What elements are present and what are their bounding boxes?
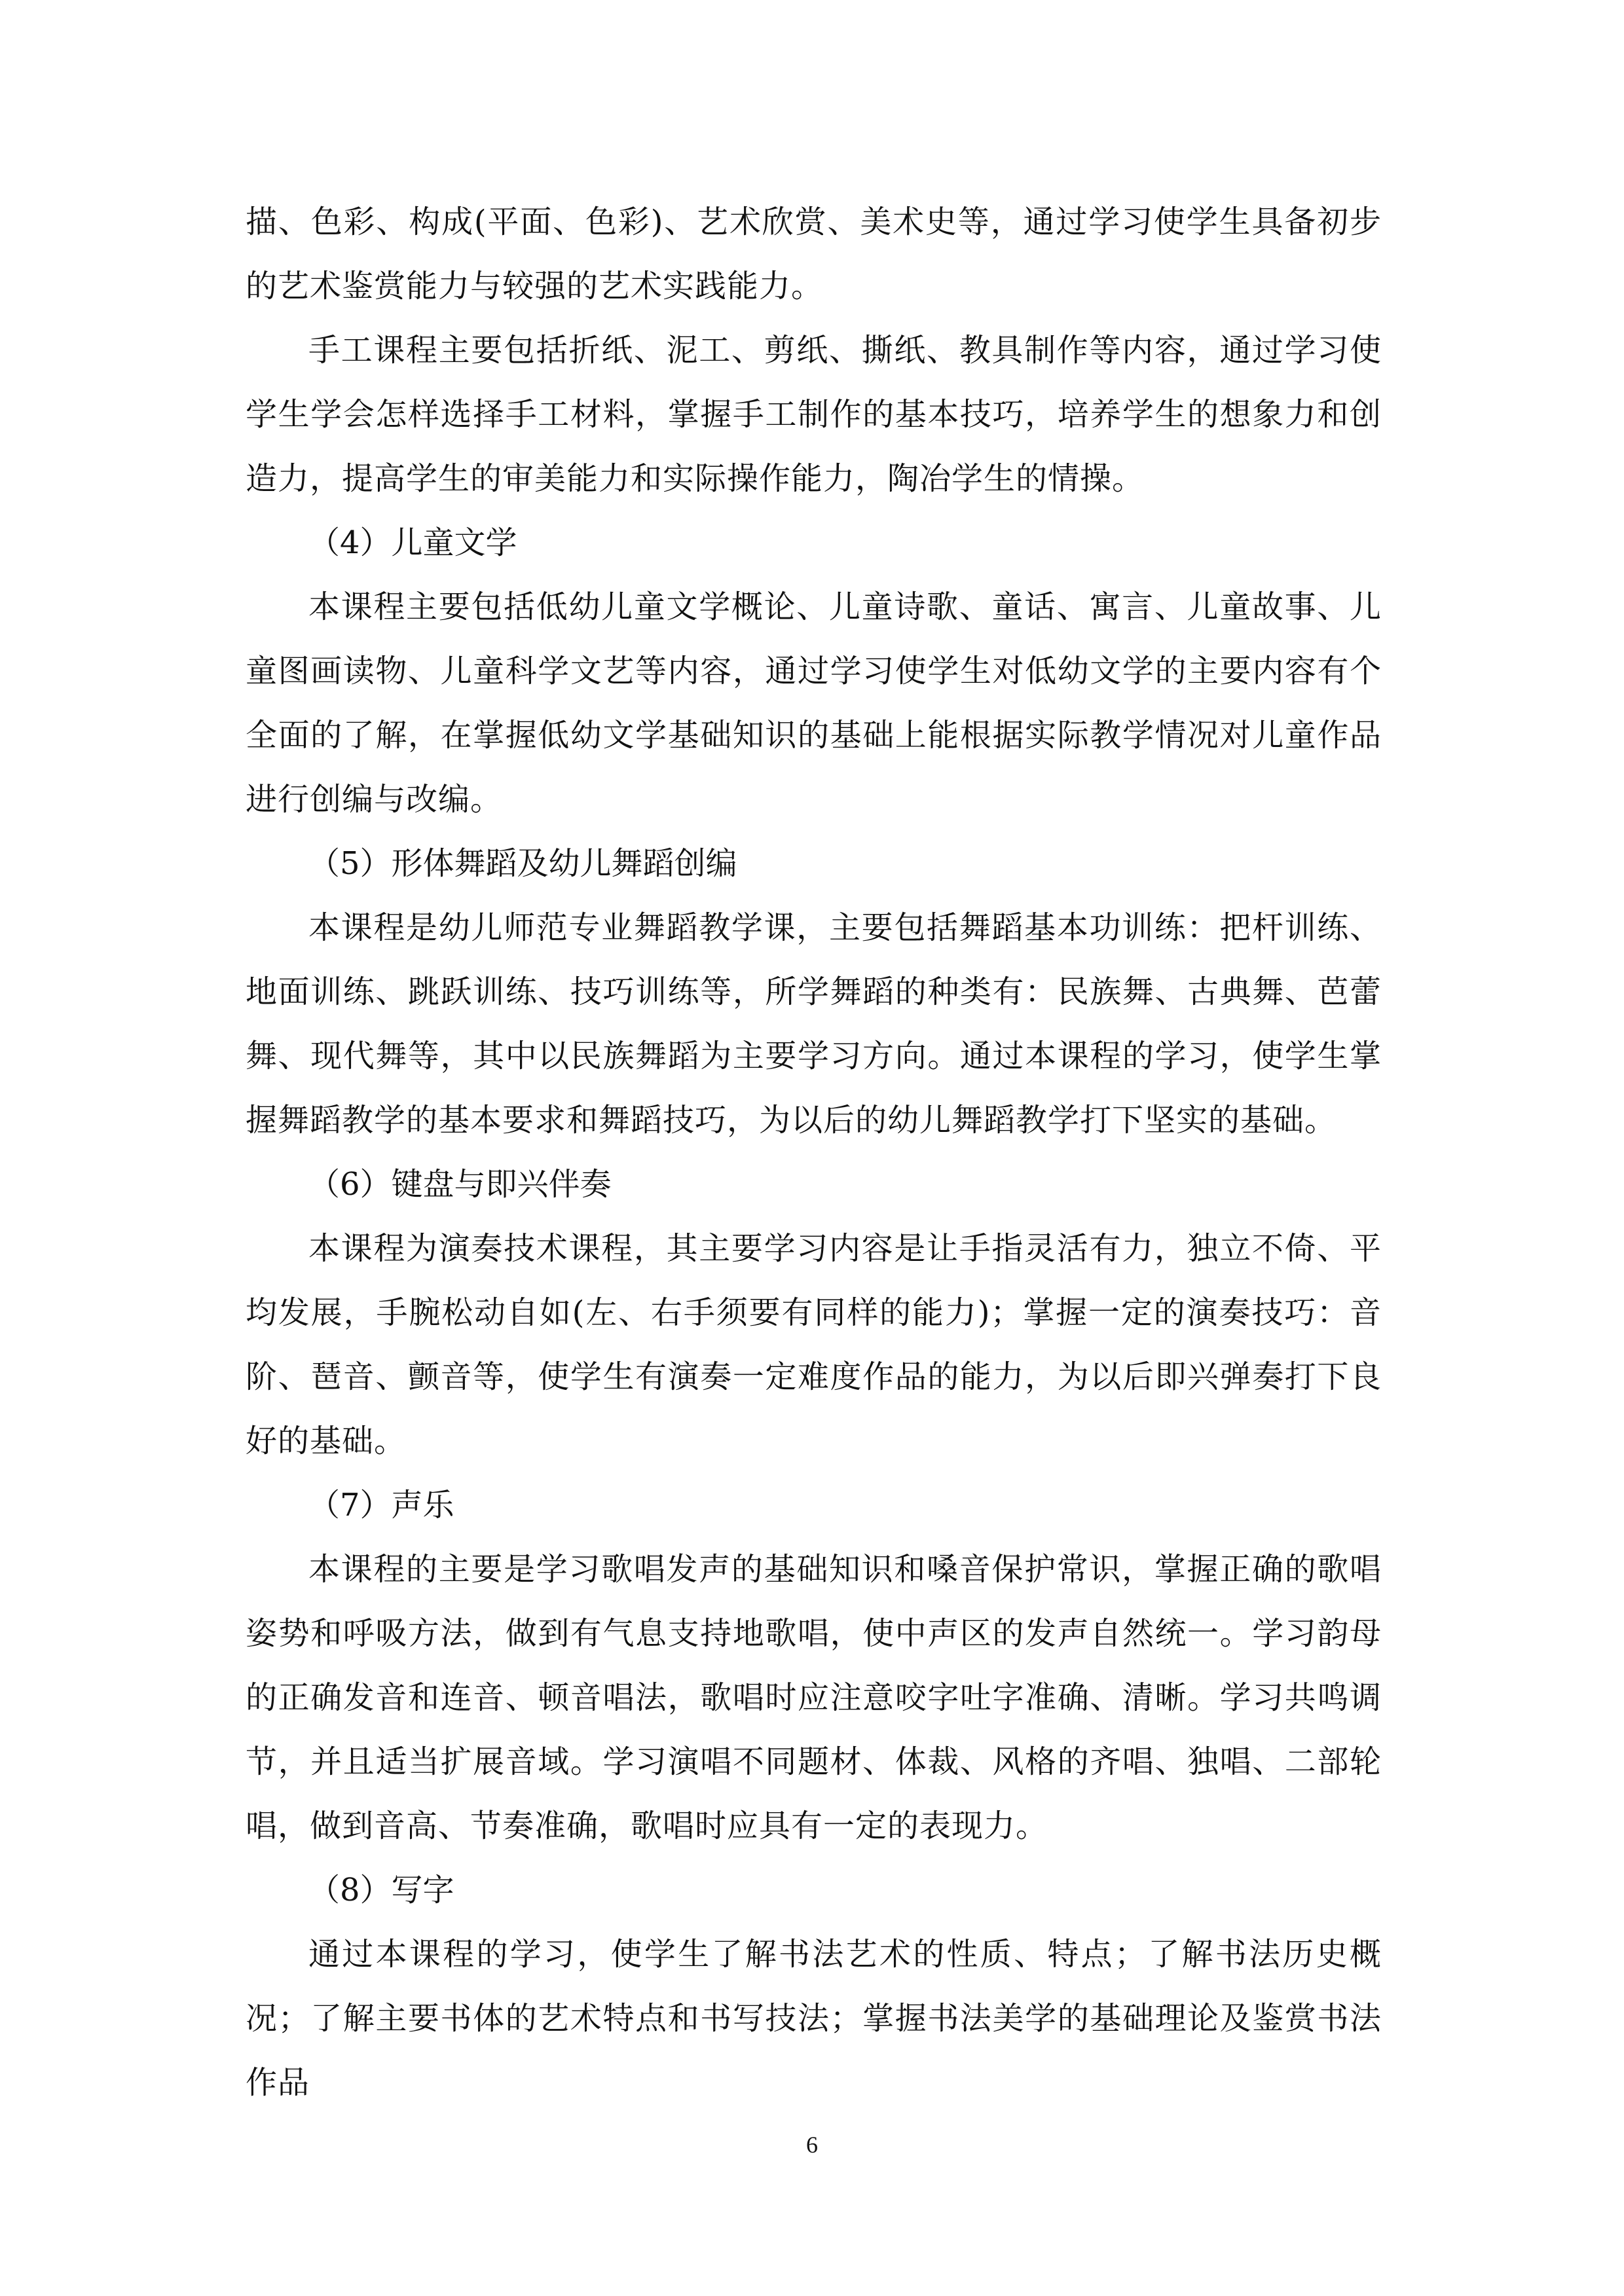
heading-dance: （5）形体舞蹈及幼儿舞蹈创编	[308, 845, 737, 882]
heading-childrens-literature: （4）儿童文学	[308, 524, 517, 561]
document-body	[246, 190, 1382, 2115]
heading-calligraphy: （8）写字	[308, 1872, 454, 1908]
paragraph-calligraphy: 通过本课程的学习，使学生了解书法艺术的性质、特点；了解书法历史概况；了解主要书体的艺术特点和书写技法；掌握书法美学的基础理论及鉴赏书法作品	[246, 1936, 1382, 2101]
heading-keyboard: （6）键盘与即兴伴奏	[308, 1166, 612, 1203]
paragraph-dance: 本课程是幼儿师范专业舞蹈教学课，主要包括舞蹈基本功训练：把杆训练、地面训练、跳跃训练、技巧训练等，所学舞蹈的种类有：民族舞、古典舞、芭蕾舞、现代舞等，其中以民族舞蹈为主要学习方向。通过本课程的学习，使学生掌握舞蹈教学的基本要求和舞蹈技巧，为以后的幼儿舞蹈教学打下坚实的基础。	[246, 909, 1382, 1139]
page-number: 6	[806, 2132, 818, 2158]
paragraph-childrens-literature: 本课程主要包括低幼儿童文学概论、儿童诗歌、童话、寓言、儿童故事、儿童图画读物、儿童科学文艺等内容，通过学习使学生对低幼文学的主要内容有个全面的了解，在掌握低幼文学基础知识的基础上能根据实际教学情况对儿童作品进行创编与改编。	[246, 589, 1382, 818]
paragraph-vocal-music: 本课程的主要是学习歌唱发声的基础知识和嗓音保护常识，掌握正确的歌唱姿势和呼吸方法，做到有气息支持地歌唱，使中声区的发声自然统一。学习韵母的正确发音和连音、顿音唱法，歌唱时应注意咬字吐字准确、清晰。学习共鸣调节，并且适当扩展音域。学习演唱不同题材、体裁、风格的齐唱、独唱、二部轮唱，做到音高、节奏准确，歌唱时应具有一定的表现力。	[246, 1551, 1382, 1844]
heading-vocal-music: （7）声乐	[308, 1487, 454, 1523]
paragraph-handcraft: 手工课程主要包括折纸、泥工、剪纸、撕纸、教具制作等内容，通过学习使学生学会怎样选择手工材料，掌握手工制作的基本技巧，培养学生的想象力和创造力，提高学生的审美能力和实际操作能力，陶冶学生的情操。	[246, 332, 1382, 497]
paragraph-keyboard: 本课程为演奏技术课程，其主要学习内容是让手指灵活有力，独立不倚、平均发展，手腕松动自如(左、右手须要有同样的能力)；掌握一定的演奏技巧：音阶、琶音、颤音等，使学生有演奏一定难度作品的能力，为以后即兴弹奏打下良好的基础。	[246, 1230, 1382, 1459]
paragraph-art-continued: 描、色彩、构成(平面、色彩)、艺术欣赏、美术史等，通过学习使学生具备初步的艺术鉴赏能力与较强的艺术实践能力。	[246, 204, 1382, 304]
